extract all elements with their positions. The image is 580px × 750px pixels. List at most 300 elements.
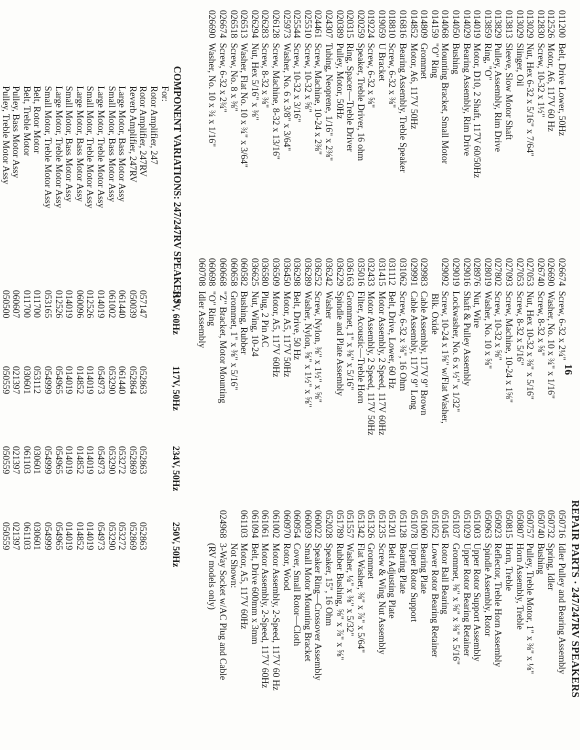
- part-description: Lockwasher, No. 6 x ½" x 1/32": [450, 291, 461, 413]
- variation-component: Small Motor, Bass Motor Assy: [105, 86, 116, 203]
- part-description: Belt, Drive Lower, 50Hz: [556, 43, 566, 137]
- variation-part-number: 012526: [52, 290, 63, 319]
- part-number: 028019: [481, 258, 492, 287]
- variation-row: [52, 66, 63, 666]
- part-number: 024968: [217, 510, 227, 539]
- variation-row: [73, 66, 84, 666]
- part-description: Motor, A6, 117V 60 Hz: [545, 43, 556, 132]
- part-row: [238, 10, 249, 178]
- variation-part-number: 050039: [126, 290, 137, 319]
- variation-part-number: 030601: [31, 522, 42, 551]
- part-row: [449, 10, 460, 178]
- variation-row: [31, 66, 42, 666]
- part-description: Bearing Plate: [397, 543, 408, 594]
- part-row: [248, 258, 259, 435]
- part-description: Sleeve, Slow Motor Shaft: [503, 43, 514, 140]
- variation-part-number: 050559: [0, 522, 10, 551]
- part-row: [439, 258, 450, 435]
- part-description: Speaker, 15", 16 Ohm: [322, 543, 333, 626]
- variation-row: [10, 66, 21, 666]
- part-description: Mounting Bracket, Small Motor: [439, 43, 450, 164]
- part-number: 050716: [556, 510, 566, 539]
- variation-part-number: 014852: [73, 522, 84, 551]
- part-description: Ring, Spacer—Treble Driver: [344, 43, 355, 152]
- variation-row: [84, 66, 95, 666]
- part-row: [471, 10, 482, 178]
- part-description: U Bracket: [375, 43, 386, 82]
- variation-part-number: 053290: [105, 522, 116, 551]
- part-description: Motor, A5, 117V 50Hz: [280, 291, 291, 378]
- part-row: [471, 510, 482, 691]
- variation-part-number: 021397: [10, 366, 21, 395]
- part-description: Ring, "O": [481, 43, 492, 81]
- part-row: [545, 258, 556, 435]
- part-number: 031112: [386, 258, 397, 286]
- part-description: Slinger, Oil: [513, 43, 524, 87]
- part-row: [513, 510, 524, 691]
- part-row: [460, 258, 471, 435]
- part-number: 050815: [503, 510, 514, 539]
- part-description: Pulley, Assembly, Rim Drive: [492, 43, 503, 152]
- part-number: 060022: [312, 510, 323, 539]
- part-row: [216, 258, 227, 435]
- part-row: [407, 510, 418, 691]
- part-row: [259, 10, 270, 178]
- variation-row: [137, 66, 148, 666]
- part-number: 026283: [259, 10, 270, 39]
- part-number: 020259: [354, 10, 365, 39]
- part-row: [439, 510, 450, 691]
- part-description: Idler Pulley and Bearing Assembly: [556, 543, 566, 675]
- part-number: 012526: [545, 10, 556, 39]
- part-description: Shaft & Pulley Assembly: [460, 291, 471, 387]
- variation-part-number: 014019: [63, 290, 74, 319]
- part-number: 036298: [291, 258, 302, 287]
- part-description: Rubber Bushing, ⅝" x ⅞" x ⅝": [333, 543, 344, 661]
- part-description: Upper Rotor Support Assembly: [471, 543, 482, 662]
- variation-component: Small Motor, Bass Motor Assy: [63, 86, 74, 203]
- part-row: [333, 258, 344, 435]
- part-row: [449, 510, 460, 691]
- part-description: Belt, Drive 600mm x 3mm: [248, 543, 259, 645]
- variation-part-number: 054965: [52, 366, 63, 395]
- part-row: [545, 10, 556, 178]
- part-row: [248, 10, 259, 178]
- part-number: 051235: [375, 510, 386, 539]
- part-number: 050963: [481, 510, 492, 539]
- part-row: [312, 258, 323, 435]
- part-number: 027053: [513, 258, 524, 287]
- part-row: [524, 258, 535, 435]
- part-row: [449, 258, 460, 435]
- part-number: 060668: [217, 258, 227, 287]
- part-row: [269, 258, 280, 435]
- part-number: 027802: [492, 258, 503, 287]
- variation-component: Belt, Treble Motor: [20, 86, 31, 157]
- part-row: [312, 10, 323, 178]
- part-number: 050732: [545, 510, 556, 539]
- variation-part-number: 054999: [42, 446, 53, 475]
- variation-row: [94, 66, 105, 666]
- variation-part-number: 014019: [84, 366, 95, 395]
- part-description: Motor Assembly, 2 Speed, 117V 60Hz: [375, 291, 386, 436]
- part-description: Washer, No. 10 x ⅝": [481, 291, 492, 369]
- variation-component: Reverb Amplifier, 247RV: [126, 86, 137, 183]
- part-number: 060970: [280, 510, 291, 539]
- part-number: 027053: [524, 258, 535, 287]
- part-row: [397, 510, 408, 691]
- part-row: [439, 10, 450, 178]
- variation-component: Rotor Amplifier, 247: [148, 86, 158, 165]
- variation-column-header: 250V, 50Hz: [170, 522, 180, 568]
- variation-part-number: 053272: [116, 446, 127, 475]
- part-row: [418, 10, 429, 178]
- part-row: [386, 510, 397, 691]
- part-number: 026674: [217, 10, 227, 39]
- variation-part-number: 014019: [84, 522, 95, 551]
- part-number: 051037: [450, 510, 461, 539]
- variation-component: Belt, Rotor Motor: [31, 86, 42, 154]
- part-number: 013859: [481, 10, 492, 39]
- part-number: 050740: [534, 510, 545, 539]
- part-description: Washer, Nylon, ⅝" x 1½" x ⅝": [301, 291, 312, 408]
- part-number: 051326: [365, 510, 376, 539]
- part-description: Motor, A6, 117V 50Hz: [407, 43, 418, 130]
- part-row: [333, 10, 344, 178]
- variation-column-header: 117V, 50Hz: [170, 366, 180, 411]
- part-description: Belt, Drive, 50 Hz: [291, 291, 302, 360]
- part-number: 019059: [375, 10, 386, 39]
- part-row: [206, 510, 217, 691]
- variation-part-number: 054973: [95, 446, 106, 475]
- part-row: [534, 10, 545, 178]
- variations-title: COMPONENT VARIATIONS: 247/247RV SPEAKERS: [171, 66, 182, 304]
- part-row: [555, 510, 566, 691]
- part-description: "O" Ring: [206, 291, 217, 327]
- variation-part-number: 050559: [0, 446, 10, 475]
- part-number: 031415: [375, 258, 386, 287]
- part-description: Lower Rotor Bearing Retainer: [428, 543, 439, 658]
- variation-part-number: 061103: [20, 446, 31, 474]
- part-number: 029092: [439, 258, 450, 287]
- part-row: [471, 258, 482, 435]
- part-number: 061002: [269, 510, 280, 539]
- part-description: Screw, 10-32 x 1½": [534, 43, 545, 118]
- part-description: Screw, 10-32 x ⅝": [301, 43, 312, 113]
- part-number: 026128: [269, 10, 280, 39]
- variation-part-number: 050500: [0, 290, 10, 319]
- part-row: [386, 258, 397, 435]
- part-description: Flat Washer, ⅜" x ⅞" x 5/64": [354, 543, 365, 653]
- part-row: [365, 258, 376, 435]
- part-number: 061094: [248, 510, 259, 539]
- part-number: 051078: [407, 510, 418, 539]
- part-row: [481, 10, 492, 178]
- part-number: 029019: [450, 258, 461, 287]
- part-number: 025544: [291, 10, 302, 39]
- part-row: [227, 10, 238, 178]
- part-row: [269, 10, 280, 178]
- part-row: [481, 258, 492, 435]
- part-number: 011200: [556, 10, 566, 38]
- part-row: [301, 10, 312, 178]
- part-row: [195, 258, 206, 435]
- part-row: [386, 10, 397, 178]
- variation-row: [63, 66, 74, 666]
- part-description: Bushing, Rubber: [238, 291, 249, 355]
- part-row: [322, 258, 333, 435]
- variation-part-number: 054973: [95, 366, 106, 395]
- part-number: 019224: [365, 10, 376, 39]
- part-number: 025973: [280, 10, 291, 39]
- part-description: Screw, 10-32 x 3/16": [291, 43, 302, 123]
- part-row: [555, 10, 566, 178]
- part-description: Pulley, Motor, 50Hz: [333, 43, 344, 120]
- part-description: Washer, No. 6 x 3/8" x 3/64": [280, 43, 291, 152]
- part-number: 036163: [344, 258, 355, 287]
- part-description: Nut, Wing, 10-24: [248, 291, 259, 357]
- part-number: 036625: [248, 258, 259, 287]
- variation-component: Small Motor, Treble Motor Assy: [42, 86, 53, 209]
- part-number: 026740: [534, 258, 545, 287]
- part-description: Grommet, ⅜" x ⅝" x ⅜" x 5/16": [450, 543, 461, 665]
- part-row: [513, 258, 524, 435]
- part-description: Screw, Nylon, ⅜" x 1½" x ⅝": [312, 291, 323, 403]
- part-row: [428, 10, 439, 178]
- parts-column-3: [206, 510, 566, 691]
- part-description: Screw, Machine, 10-24 x 2⅜": [312, 43, 323, 155]
- part-description: Belt Adjusting Plate: [386, 543, 397, 619]
- part-row: [344, 258, 355, 435]
- variation-row: [0, 66, 10, 666]
- part-description: Washer, ¼" x ⅜" x 5/32": [344, 543, 355, 637]
- part-number: 036242: [322, 258, 333, 287]
- part-description: Washer, No. 10 x ¾ x 1/16": [206, 43, 217, 147]
- part-description: Screw, 6-32 x ⅝": [365, 43, 376, 108]
- part-number: 060954: [291, 510, 302, 539]
- part-description: Screw, Machine, 10-24 x 1⅝": [503, 291, 514, 403]
- variation-part-number: 021397: [10, 522, 21, 551]
- part-row: [481, 510, 492, 691]
- part-number: 026513: [238, 10, 249, 39]
- part-row: [460, 10, 471, 178]
- part-description: Rotor, Wood: [280, 543, 291, 591]
- variation-component: Large Motor, Bass Motor Assy: [73, 86, 84, 202]
- part-row: [322, 10, 333, 178]
- variation-part-number: 054965: [52, 446, 63, 475]
- part-row: [280, 258, 291, 435]
- variation-part-number: 014019: [63, 522, 74, 551]
- part-description: Filter, Acoustic—Treble Horn: [354, 291, 365, 404]
- variation-row: [116, 66, 127, 666]
- variation-row: [105, 66, 116, 666]
- part-row: [280, 10, 291, 178]
- part-number: 028976: [471, 258, 482, 287]
- part-number: 013829: [492, 10, 503, 39]
- part-number: 014809: [418, 10, 429, 39]
- variation-part-number: 054973: [95, 522, 106, 551]
- part-number: 036450: [280, 258, 291, 287]
- part-description: Tubing, Neoprene, 1/16" x 2⅜": [322, 43, 333, 161]
- part-description: Cover, Small Rotor—Cloth: [291, 543, 302, 647]
- part-description: Screw, 6-32 x ⅜", 16 Ohm: [397, 291, 408, 392]
- part-row: [238, 258, 249, 435]
- variation-part-number: 054965: [52, 522, 63, 551]
- part-description: Motor, D10, 2 Shaft, 117V 60/50Hz: [471, 43, 482, 179]
- part-description: Motor Assembly, 2-Speed, 117V 60Hz: [259, 543, 270, 689]
- part-description: 3-Way Socket w/AC Plug and Cable: [217, 543, 227, 680]
- part-description: Screw, 10-32 x ⅝": [492, 291, 503, 361]
- variation-column-header: 117V, 60Hz: [170, 290, 180, 335]
- part-number: 061061: [259, 510, 270, 539]
- part-description: Washer, Flat No. 10 x ¾" x 3/64": [238, 43, 249, 168]
- part-row: [428, 510, 439, 691]
- part-row: [418, 258, 429, 435]
- part-description: (RV models only): [206, 543, 217, 610]
- variation-component: Large Motor, Treble Motor Assy: [52, 86, 63, 209]
- part-row: [206, 258, 217, 435]
- part-row: [227, 510, 238, 691]
- part-number: 032433: [365, 258, 376, 287]
- part-description: Nut, Hex 5/16" x ⅜": [248, 43, 259, 121]
- variations-for-label: For:: [159, 86, 169, 102]
- part-row: [269, 510, 280, 691]
- part-description: Screw, Machine, 8-32 x 13/16": [269, 43, 280, 160]
- part-row: [502, 10, 513, 178]
- page-header: REPAIR PARTS · 247/247RV SPEAKERS: [569, 500, 580, 698]
- variation-part-number: 014019: [63, 446, 74, 475]
- part-row: [280, 510, 291, 691]
- part-number: 036580: [259, 258, 270, 287]
- part-number: 051789: [333, 510, 344, 539]
- part-number: 036509: [269, 258, 280, 287]
- parts-column-1: [206, 10, 566, 178]
- part-row: [344, 10, 355, 178]
- part-row: [492, 258, 503, 435]
- variation-part-number: 053290: [105, 446, 116, 475]
- part-number: 060582: [238, 258, 249, 287]
- variation-part-number: 014852: [73, 446, 84, 475]
- part-number: 051060: [418, 510, 429, 539]
- part-row: [534, 510, 545, 691]
- part-description: Screw & Wing Nut Assembly: [375, 543, 386, 655]
- part-number: 014852: [407, 10, 418, 39]
- part-description: Nut, Hex 6-32 x 5/16" x 7/64": [524, 43, 535, 157]
- part-description: Upper Rotor Bearing Retainer: [460, 543, 471, 657]
- part-row: [375, 10, 386, 178]
- part-description: Screw, No. 8 x ⅜": [227, 43, 238, 112]
- part-number: 036252: [312, 258, 323, 287]
- part-number: 029016: [460, 258, 471, 287]
- part-number: 018810: [386, 10, 397, 39]
- variation-part-number: 014019: [84, 446, 95, 475]
- part-number: 014050: [450, 10, 461, 39]
- part-description: Screw, 10-24 x 1⅝" w/Flat Washer,: [439, 291, 450, 424]
- part-description: Bushing: [450, 43, 461, 75]
- part-row: [312, 510, 323, 691]
- variation-row: [20, 66, 31, 666]
- variation-part-number: 050559: [0, 366, 10, 395]
- part-description: Bushing: [534, 543, 545, 575]
- part-description: Grommet: [418, 43, 429, 79]
- part-description: Blk. Oxide: [428, 291, 439, 335]
- part-number: 052028: [322, 510, 333, 539]
- part-number: 026518: [227, 10, 238, 39]
- variation-column-header: 234V, 50Hz: [170, 446, 180, 492]
- variation-part-number: 053165: [42, 290, 53, 319]
- part-description: Speaker Ring—Crossover Assembly: [312, 543, 323, 681]
- part-row: [460, 510, 471, 691]
- part-number: 060698: [206, 258, 217, 287]
- variation-part-number: 061103: [20, 522, 31, 550]
- part-description: Reflector, Treble Horn Assembly: [492, 543, 503, 668]
- part-description: Not Shown:: [227, 543, 238, 589]
- variation-part-number: 014019: [63, 366, 74, 395]
- part-row: [259, 510, 270, 691]
- part-number: 029983: [418, 258, 429, 287]
- part-row: [407, 10, 418, 178]
- part-description: Screw, 8-32 x 5/16": [513, 291, 524, 366]
- part-row: [375, 258, 386, 435]
- part-row: [216, 510, 227, 691]
- variation-part-number: 052869: [126, 446, 137, 475]
- part-row: [492, 10, 503, 178]
- part-row: [248, 510, 259, 691]
- part-row: [428, 258, 439, 435]
- part-row: [365, 10, 376, 178]
- variation-component: Small Motor, Treble Motor Assy: [84, 86, 95, 209]
- part-description: Horn, Treble: [503, 543, 514, 591]
- part-number: 014068: [439, 10, 450, 39]
- part-row: [291, 258, 302, 435]
- part-description: Spindle and Plate Assembly: [333, 291, 344, 396]
- variation-part-number: 052863: [137, 366, 148, 395]
- variation-component: Pulley, Bass Motor Assy: [10, 86, 21, 179]
- part-description: Speaker, Treble Driver, 16 ohm: [354, 43, 365, 161]
- part-number: 051045: [439, 510, 450, 539]
- part-row: [502, 258, 513, 435]
- variation-part-number: 053112: [31, 366, 42, 394]
- part-number: 029991: [407, 258, 418, 287]
- variation-part-number: 061002: [105, 290, 116, 319]
- variation-part-number: 061440: [116, 366, 127, 395]
- variation-part-number: 053290: [105, 366, 116, 395]
- parts-column-2: [195, 258, 566, 435]
- part-description: Small Motor Mounting Bracket: [301, 543, 312, 662]
- part-description: Motor Assembly, 2-Speed, 117V 60 Hz: [269, 543, 280, 691]
- part-row: [365, 510, 376, 691]
- part-number: 024461: [312, 10, 323, 39]
- variation-row: [147, 66, 158, 666]
- part-number: 026294: [248, 10, 259, 39]
- variation-part-number: 011700: [20, 290, 31, 318]
- variation-part-number: 060096: [73, 290, 84, 319]
- page-number: 16: [562, 364, 574, 375]
- part-number: 026690: [206, 10, 217, 39]
- variation-part-number: 021397: [10, 446, 21, 475]
- part-row: [492, 510, 503, 691]
- variation-part-number: 052864: [126, 366, 137, 395]
- part-number: 060039: [301, 510, 312, 539]
- part-row: [206, 10, 217, 178]
- variation-component: Rotor Amplifier, 247RV: [137, 86, 148, 177]
- part-row: [291, 510, 302, 691]
- part-description: Spring, Idler: [545, 543, 556, 591]
- part-row: [216, 10, 227, 178]
- part-row: [524, 10, 535, 178]
- part-number: 026690: [545, 258, 556, 287]
- part-description: Motor Assembly, 2 Speed, 117V 50Hz: [365, 291, 376, 436]
